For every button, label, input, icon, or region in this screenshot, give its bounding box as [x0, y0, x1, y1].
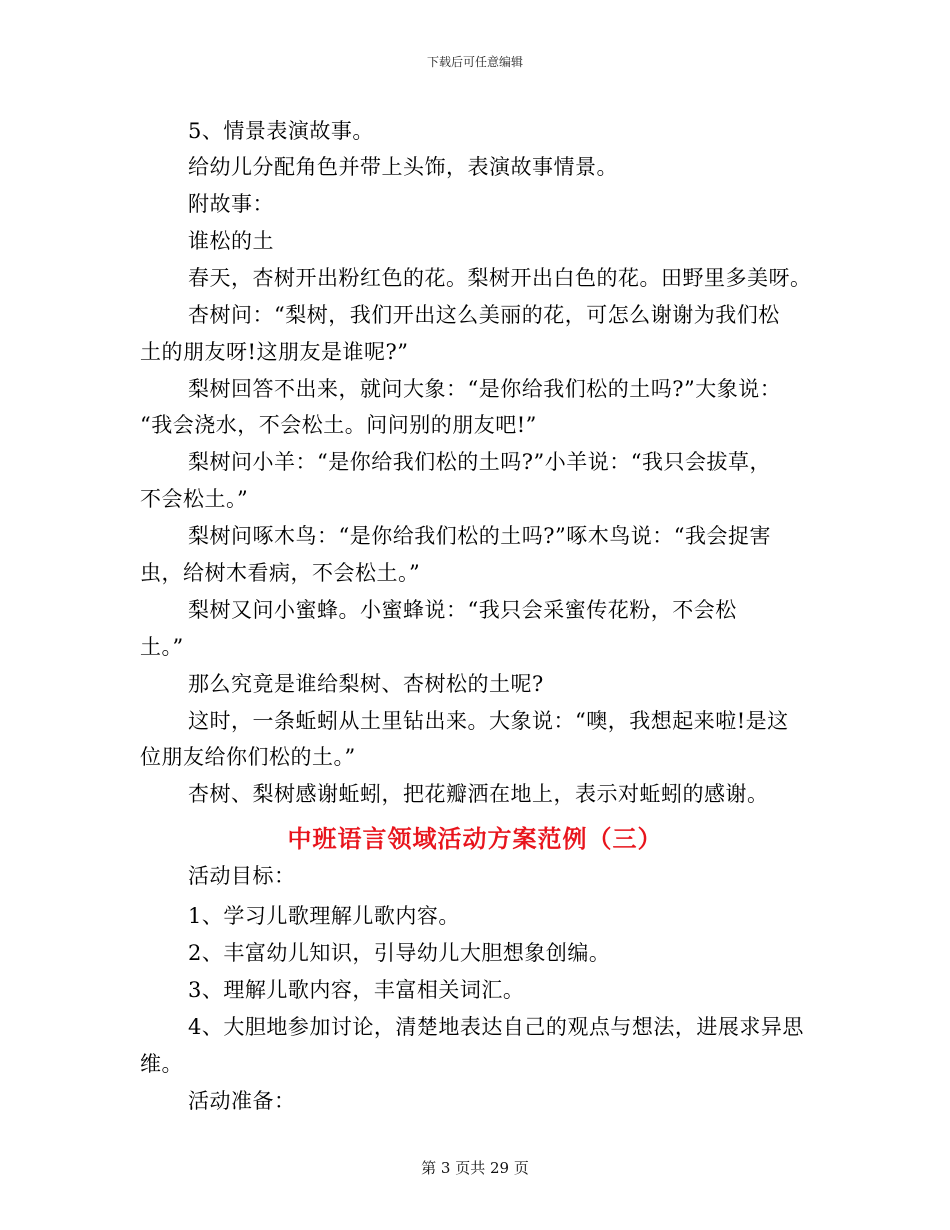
list-item: 3、理解儿歌内容，丰富相关词汇。	[188, 978, 525, 1002]
paragraph-line: 活动准备：	[188, 1089, 296, 1113]
paragraph-line: 这时，一条蚯蚓从土里钻出来。大象说：“噢，我想起来啦!是这	[188, 709, 789, 733]
paragraph-line: 给幼儿分配角色并带上头饰，表演故事情景。	[188, 155, 618, 179]
page-footer: 第 3 页共 29 页	[421, 1159, 529, 1177]
paragraph-line: 梨树问啄木鸟：“是你给我们松的土吗?”啄木鸟说：“我会捉害	[188, 524, 771, 548]
list-item: 2、丰富幼儿知识，引导幼儿大胆想象创编。	[188, 941, 611, 965]
paragraph-line: 梨树又问小蜜蜂。小蜜蜂说：“我只会采蜜传花粉，不会松	[188, 598, 737, 622]
paragraph-line: 杏树、梨树感谢蚯蚓，把花瓣洒在地上，表示对蚯蚓的感谢。	[188, 782, 769, 806]
paragraph-line: 不会松土。”	[140, 487, 249, 511]
paragraph-line: 虫，给树木看病，不会松土。”	[140, 561, 421, 585]
section-title: 中班语言领域活动方案范例（三）	[287, 824, 663, 853]
paragraph-line: 土的朋友呀!这朋友是谁呢?”	[140, 340, 409, 364]
list-item: 4、大胆地参加讨论，清楚地表达自己的观点与想法，进展求异思	[188, 1015, 804, 1039]
paragraph-line: 梨树回答不出来，就问大象：“是你给我们松的土吗?”大象说：	[188, 377, 782, 401]
paragraph-line: 5、情景表演故事。	[188, 119, 374, 143]
paragraph-line: 活动目标：	[188, 864, 296, 888]
paragraph-line: “我会浇水，不会松土。问问别的朋友吧!”	[140, 413, 537, 437]
page-header: 下载后可任意编辑	[426, 55, 523, 69]
paragraph-line: 梨树问小羊：“是你给我们松的土吗?”小羊说：“我只会拔草，	[188, 450, 771, 474]
story-title: 谁松的土	[188, 229, 274, 253]
paragraph-line: 维。	[140, 1052, 183, 1076]
paragraph-line: 那么究竟是谁给梨树、杏树松的土呢?	[188, 672, 544, 696]
paragraph-line: 土。”	[140, 635, 184, 659]
paragraph-line: 位朋友给你们松的土。”	[140, 745, 356, 769]
list-item: 1、学习儿歌理解儿歌内容。	[188, 904, 460, 928]
paragraph-line: 杏树问：“梨树，我们开出这么美丽的花，可怎么谢谢为我们松	[188, 303, 780, 327]
paragraph-line: 附故事：	[188, 192, 274, 216]
paragraph-line: 春天，杏树开出粉红色的花。梨树开出白色的花。田野里多美呀。	[188, 266, 812, 290]
